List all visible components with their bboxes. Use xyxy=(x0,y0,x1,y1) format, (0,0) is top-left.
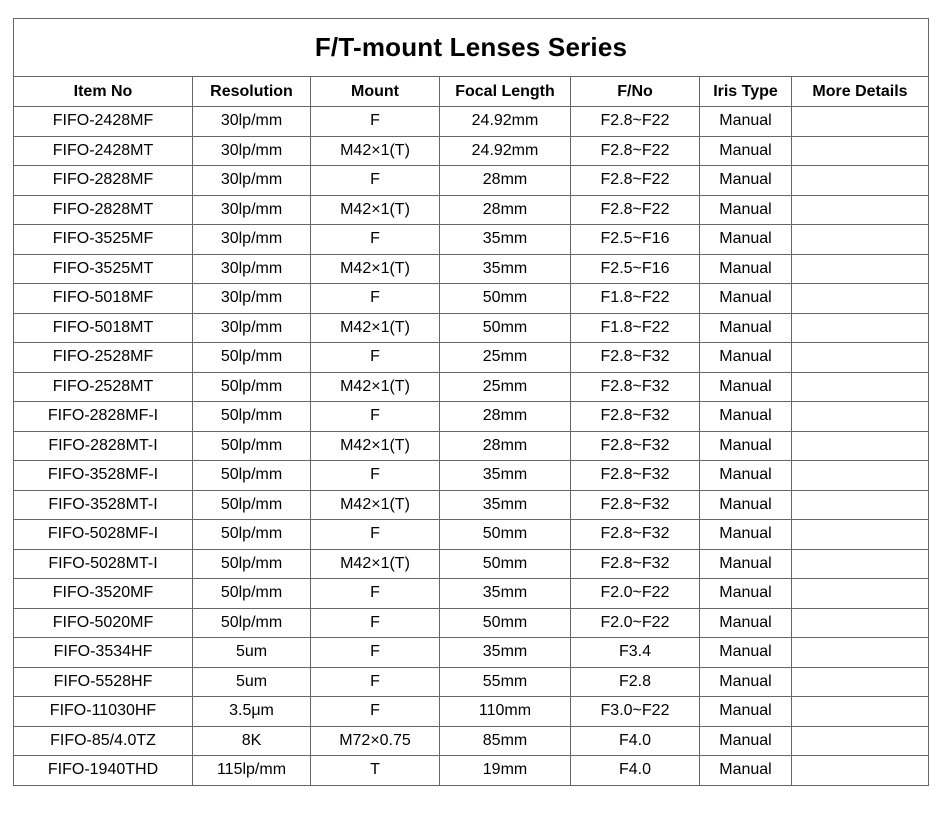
cell-focal-length: 19mm xyxy=(440,756,571,786)
cell-item-no: FIFO-2428MT xyxy=(14,136,193,166)
cell-iris-type: Manual xyxy=(700,343,792,373)
cell-resolution: 5um xyxy=(193,667,311,697)
table-row xyxy=(14,136,929,166)
cell-resolution: 30lp/mm xyxy=(193,225,311,255)
cell-focal-length: 35mm xyxy=(440,225,571,255)
cell-more-details xyxy=(792,225,929,255)
cell-resolution: 8K xyxy=(193,726,311,756)
cell-mount: F xyxy=(311,461,440,491)
cell-f-no: F2.0~F22 xyxy=(571,579,700,609)
cell-focal-length: 25mm xyxy=(440,343,571,373)
column-header-iris-type: Iris Type xyxy=(700,77,792,107)
cell-more-details xyxy=(792,195,929,225)
cell-f-no: F2.8 xyxy=(571,667,700,697)
cell-resolution: 115lp/mm xyxy=(193,756,311,786)
cell-f-no: F2.8~F22 xyxy=(571,136,700,166)
cell-mount: F xyxy=(311,284,440,314)
cell-mount: M42×1(T) xyxy=(311,195,440,225)
title-row xyxy=(14,19,929,77)
cell-iris-type: Manual xyxy=(700,402,792,432)
cell-f-no: F2.8~F32 xyxy=(571,372,700,402)
cell-iris-type: Manual xyxy=(700,608,792,638)
cell-f-no: F2.8~F22 xyxy=(571,166,700,196)
table-row xyxy=(14,520,929,550)
cell-iris-type: Manual xyxy=(700,461,792,491)
table-row xyxy=(14,697,929,727)
cell-f-no: F2.0~F22 xyxy=(571,608,700,638)
cell-more-details xyxy=(792,520,929,550)
table-row xyxy=(14,431,929,461)
cell-mount: M42×1(T) xyxy=(311,549,440,579)
cell-f-no: F1.8~F22 xyxy=(571,284,700,314)
cell-resolution: 30lp/mm xyxy=(193,313,311,343)
cell-f-no: F3.0~F22 xyxy=(571,697,700,727)
cell-focal-length: 35mm xyxy=(440,490,571,520)
cell-more-details xyxy=(792,638,929,668)
cell-f-no: F2.8~F32 xyxy=(571,461,700,491)
cell-f-no: F2.8~F32 xyxy=(571,520,700,550)
cell-more-details xyxy=(792,697,929,727)
cell-iris-type: Manual xyxy=(700,372,792,402)
cell-iris-type: Manual xyxy=(700,431,792,461)
table-row xyxy=(14,225,929,255)
table-row xyxy=(14,195,929,225)
cell-iris-type: Manual xyxy=(700,520,792,550)
table-row xyxy=(14,254,929,284)
cell-mount: M42×1(T) xyxy=(311,372,440,402)
cell-more-details xyxy=(792,284,929,314)
cell-f-no: F2.8~F22 xyxy=(571,107,700,137)
table-row xyxy=(14,166,929,196)
cell-focal-length: 50mm xyxy=(440,284,571,314)
cell-iris-type: Manual xyxy=(700,313,792,343)
column-header-resolution: Resolution xyxy=(193,77,311,107)
cell-resolution: 30lp/mm xyxy=(193,284,311,314)
cell-focal-length: 50mm xyxy=(440,313,571,343)
cell-iris-type: Manual xyxy=(700,254,792,284)
cell-focal-length: 50mm xyxy=(440,520,571,550)
cell-item-no: FIFO-2828MF-I xyxy=(14,402,193,432)
cell-resolution: 30lp/mm xyxy=(193,254,311,284)
cell-iris-type: Manual xyxy=(700,195,792,225)
cell-resolution: 50lp/mm xyxy=(193,461,311,491)
cell-f-no: F2.5~F16 xyxy=(571,254,700,284)
cell-item-no: FIFO-5028MF-I xyxy=(14,520,193,550)
table-row xyxy=(14,402,929,432)
cell-iris-type: Manual xyxy=(700,638,792,668)
table-row xyxy=(14,343,929,373)
cell-resolution: 3.5μm xyxy=(193,697,311,727)
cell-resolution: 50lp/mm xyxy=(193,431,311,461)
cell-item-no: FIFO-2828MT xyxy=(14,195,193,225)
cell-more-details xyxy=(792,166,929,196)
cell-f-no: F2.8~F22 xyxy=(571,195,700,225)
cell-resolution: 50lp/mm xyxy=(193,579,311,609)
cell-more-details xyxy=(792,608,929,638)
cell-focal-length: 85mm xyxy=(440,726,571,756)
cell-item-no: FIFO-5028MT-I xyxy=(14,549,193,579)
column-header-f-no: F/No xyxy=(571,77,700,107)
cell-iris-type: Manual xyxy=(700,697,792,727)
cell-focal-length: 35mm xyxy=(440,638,571,668)
cell-more-details xyxy=(792,343,929,373)
cell-resolution: 30lp/mm xyxy=(193,136,311,166)
cell-item-no: FIFO-5018MF xyxy=(14,284,193,314)
cell-mount: T xyxy=(311,756,440,786)
table-row xyxy=(14,549,929,579)
cell-resolution: 50lp/mm xyxy=(193,490,311,520)
cell-item-no: FIFO-3528MF-I xyxy=(14,461,193,491)
cell-mount: F xyxy=(311,579,440,609)
table-row xyxy=(14,608,929,638)
cell-f-no: F3.4 xyxy=(571,638,700,668)
table-row xyxy=(14,490,929,520)
lens-series-table xyxy=(13,18,929,786)
table-row xyxy=(14,667,929,697)
cell-more-details xyxy=(792,667,929,697)
cell-item-no: FIFO-5528HF xyxy=(14,667,193,697)
cell-mount: F xyxy=(311,667,440,697)
column-header-more-details: More Details xyxy=(792,77,929,107)
cell-f-no: F4.0 xyxy=(571,756,700,786)
table-row xyxy=(14,756,929,786)
cell-f-no: F2.8~F32 xyxy=(571,431,700,461)
cell-iris-type: Manual xyxy=(700,136,792,166)
cell-focal-length: 35mm xyxy=(440,461,571,491)
cell-mount: M42×1(T) xyxy=(311,136,440,166)
cell-mount: F xyxy=(311,225,440,255)
table-row xyxy=(14,726,929,756)
cell-item-no: FIFO-2428MF xyxy=(14,107,193,137)
cell-more-details xyxy=(792,461,929,491)
cell-focal-length: 50mm xyxy=(440,549,571,579)
cell-iris-type: Manual xyxy=(700,726,792,756)
cell-iris-type: Manual xyxy=(700,225,792,255)
cell-item-no: FIFO-1940THD xyxy=(14,756,193,786)
cell-focal-length: 35mm xyxy=(440,254,571,284)
cell-resolution: 50lp/mm xyxy=(193,520,311,550)
cell-more-details xyxy=(792,756,929,786)
cell-resolution: 30lp/mm xyxy=(193,195,311,225)
cell-focal-length: 50mm xyxy=(440,608,571,638)
cell-mount: F xyxy=(311,343,440,373)
cell-item-no: FIFO-3520MF xyxy=(14,579,193,609)
cell-focal-length: 110mm xyxy=(440,697,571,727)
cell-mount: F xyxy=(311,638,440,668)
cell-resolution: 50lp/mm xyxy=(193,549,311,579)
cell-mount: M42×1(T) xyxy=(311,313,440,343)
cell-focal-length: 28mm xyxy=(440,402,571,432)
column-header-row xyxy=(14,77,929,107)
cell-more-details xyxy=(792,136,929,166)
table-body xyxy=(14,107,929,786)
cell-resolution: 30lp/mm xyxy=(193,166,311,196)
cell-mount: M42×1(T) xyxy=(311,490,440,520)
cell-item-no: FIFO-85/4.0TZ xyxy=(14,726,193,756)
cell-more-details xyxy=(792,254,929,284)
table-row xyxy=(14,372,929,402)
cell-f-no: F2.8~F32 xyxy=(571,490,700,520)
cell-resolution: 30lp/mm xyxy=(193,107,311,137)
cell-more-details xyxy=(792,549,929,579)
cell-more-details xyxy=(792,372,929,402)
cell-focal-length: 35mm xyxy=(440,579,571,609)
column-header-mount: Mount xyxy=(311,77,440,107)
cell-item-no: FIFO-3534HF xyxy=(14,638,193,668)
cell-f-no: F1.8~F22 xyxy=(571,313,700,343)
cell-mount: F xyxy=(311,697,440,727)
cell-f-no: F2.8~F32 xyxy=(571,343,700,373)
cell-iris-type: Manual xyxy=(700,166,792,196)
cell-focal-length: 28mm xyxy=(440,166,571,196)
cell-iris-type: Manual xyxy=(700,756,792,786)
cell-iris-type: Manual xyxy=(700,549,792,579)
cell-more-details xyxy=(792,313,929,343)
cell-iris-type: Manual xyxy=(700,667,792,697)
cell-mount: F xyxy=(311,107,440,137)
cell-iris-type: Manual xyxy=(700,579,792,609)
cell-focal-length: 24.92mm xyxy=(440,107,571,137)
cell-item-no: FIFO-3525MF xyxy=(14,225,193,255)
cell-item-no: FIFO-3528MT-I xyxy=(14,490,193,520)
cell-more-details xyxy=(792,431,929,461)
cell-mount: F xyxy=(311,608,440,638)
cell-more-details xyxy=(792,107,929,137)
cell-iris-type: Manual xyxy=(700,284,792,314)
cell-mount: M42×1(T) xyxy=(311,254,440,284)
cell-f-no: F4.0 xyxy=(571,726,700,756)
column-header-focal-length: Focal Length xyxy=(440,77,571,107)
cell-resolution: 50lp/mm xyxy=(193,402,311,432)
table-title: F/T-mount Lenses Series xyxy=(14,19,929,77)
cell-resolution: 50lp/mm xyxy=(193,343,311,373)
cell-item-no: FIFO-2528MT xyxy=(14,372,193,402)
cell-f-no: F2.8~F32 xyxy=(571,402,700,432)
cell-item-no: FIFO-3525MT xyxy=(14,254,193,284)
cell-resolution: 5um xyxy=(193,638,311,668)
cell-item-no: FIFO-2828MF xyxy=(14,166,193,196)
cell-mount: F xyxy=(311,166,440,196)
cell-focal-length: 55mm xyxy=(440,667,571,697)
cell-focal-length: 28mm xyxy=(440,195,571,225)
cell-iris-type: Manual xyxy=(700,490,792,520)
cell-focal-length: 28mm xyxy=(440,431,571,461)
cell-item-no: FIFO-11030HF xyxy=(14,697,193,727)
cell-more-details xyxy=(792,402,929,432)
cell-iris-type: Manual xyxy=(700,107,792,137)
column-header-item-no: Item No xyxy=(14,77,193,107)
cell-resolution: 50lp/mm xyxy=(193,608,311,638)
cell-more-details xyxy=(792,490,929,520)
cell-mount: M72×0.75 xyxy=(311,726,440,756)
cell-f-no: F2.8~F32 xyxy=(571,549,700,579)
cell-more-details xyxy=(792,579,929,609)
cell-mount: M42×1(T) xyxy=(311,431,440,461)
table-row xyxy=(14,461,929,491)
table-row xyxy=(14,638,929,668)
cell-item-no: FIFO-5018MT xyxy=(14,313,193,343)
cell-resolution: 50lp/mm xyxy=(193,372,311,402)
cell-item-no: FIFO-2828MT-I xyxy=(14,431,193,461)
table-row xyxy=(14,284,929,314)
cell-focal-length: 25mm xyxy=(440,372,571,402)
table-row xyxy=(14,579,929,609)
cell-mount: F xyxy=(311,520,440,550)
cell-focal-length: 24.92mm xyxy=(440,136,571,166)
table-row xyxy=(14,313,929,343)
table-row xyxy=(14,107,929,137)
cell-item-no: FIFO-5020MF xyxy=(14,608,193,638)
cell-more-details xyxy=(792,726,929,756)
cell-item-no: FIFO-2528MF xyxy=(14,343,193,373)
cell-mount: F xyxy=(311,402,440,432)
cell-f-no: F2.5~F16 xyxy=(571,225,700,255)
